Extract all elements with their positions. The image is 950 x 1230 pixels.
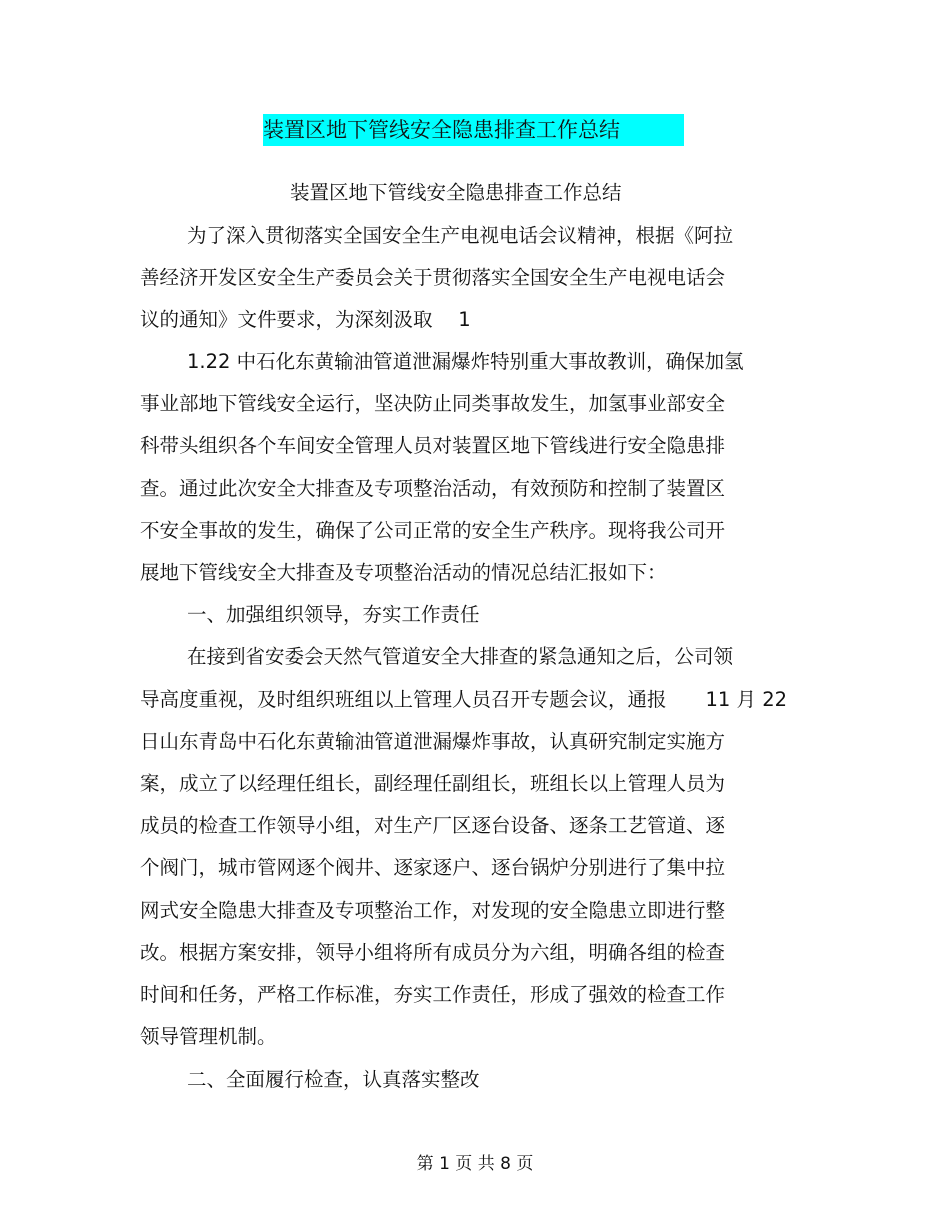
body-line: 议的通知》文件要求，为深刻汲取 1 <box>140 308 471 331</box>
body-line: 网式安全隐患大排查及专项整治工作，对发现的安全隐患立即进行整 <box>140 899 726 922</box>
body-line: 为了深入贯彻落实全国安全生产电视电话会议精神，根据《阿拉 <box>187 224 734 247</box>
section-heading: 一、加强组织领导，夯实工作责任 <box>187 603 480 626</box>
body-line: 查。通过此次安全大排查及专项整治活动，有效预防和控制了装置区 <box>140 477 726 500</box>
page-footer: 第 1 页 共 8 页 <box>416 1154 534 1174</box>
body-line: 时间和任务，严格工作标准，夯实工作责任，形成了强效的检查工作 <box>140 983 726 1006</box>
body-line: 日山东青岛中石化东黄输油管道泄漏爆炸事故，认真研究制定实施方 <box>140 730 726 753</box>
body-line: 展地下管线安全大排查及专项整治活动的情况总结汇报如下： <box>140 561 667 584</box>
body-line: 在接到省安委会天然气管道安全大排查的紧急通知之后，公司领 <box>187 645 734 668</box>
section-heading: 二、全面履行检查，认真落实整改 <box>187 1068 480 1091</box>
body-line: 事业部地下管线安全运行，坚决防止同类事故发生，加氢事业部安全 <box>140 392 726 415</box>
body-line: 善经济开发区安全生产委员会关于贯彻落实全国安全生产电视电话会 <box>140 266 726 289</box>
body-line: 科带头组织各个车间安全管理人员对装置区地下管线进行安全隐患排 <box>140 434 726 457</box>
body-line: 个阀门，城市管网逐个阀井、逐家逐户、逐台锅炉分别进行了集中拉 <box>140 856 726 879</box>
body-line: 1.22 中石化东黄输油管道泄漏爆炸特别重大事故教训，确保加氢 <box>187 350 744 373</box>
body-line: 领导管理机制。 <box>140 1025 277 1048</box>
body-line: 改。根据方案安排，领导小组将所有成员分为六组，明确各组的检查 <box>140 941 726 964</box>
body-line: 案，成立了以经理任组长，副经理任副组长，班组长以上管理人员为 <box>140 772 726 795</box>
document-title: 装置区地下管线安全隐患排查工作总结 <box>263 118 620 142</box>
subtitle-line: 装置区地下管线安全隐患排查工作总结 <box>290 181 622 204</box>
body-line: 成员的检查工作领导小组，对生产厂区逐台设备、逐条工艺管道、逐 <box>140 814 726 837</box>
body-line: 导高度重视，及时组织班组以上管理人员召开专题会议，通报 11 月 22 <box>140 688 788 711</box>
body-line: 不安全事故的发生，确保了公司正常的安全生产秩序。现将我公司开 <box>140 519 726 542</box>
